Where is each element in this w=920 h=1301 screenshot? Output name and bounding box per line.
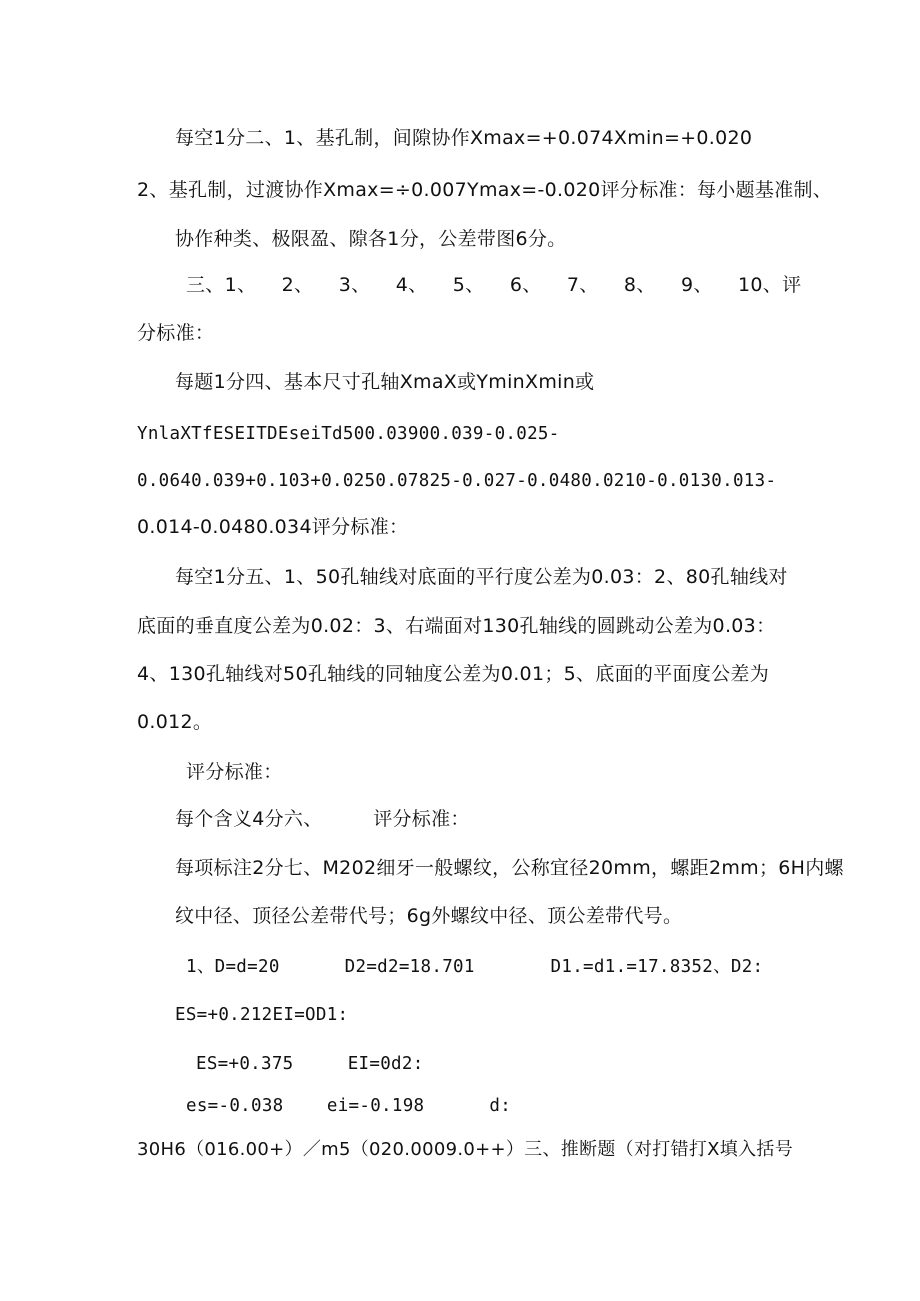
text-line-14: 评分标准：: [186, 761, 283, 783]
text-line-1: 每空1分二、1、基孔制，间隙协作Xmax=+0.074Xmin=+0.020: [175, 127, 753, 149]
text-line-13: 0.012。: [137, 711, 213, 733]
text-line-5: 分标准：: [137, 322, 215, 344]
text-line-3: 协作种类、极限盈、隙各1分，公差带图6分。: [175, 228, 567, 250]
text-line-8: 0.0640.039+0.103+0.0250.07825-0.027-0.0480.0210-0.0130.013-: [137, 471, 777, 491]
text-line-18: 1、D=d=20 D2=d2=18.701 D1.=d1.=17.8352、D2:: [186, 957, 764, 977]
text-line-7: YnlaXTfESEITDEseiTd500.03900.039-0.025-: [137, 424, 560, 444]
text-line-12: 4、130孔轴线对50孔轴线的同轴度公差为0.01；5、底面的平面度公差为: [137, 663, 770, 685]
text-line-19: ES=+0.212EI=OD1:: [175, 1005, 349, 1025]
text-line-16: 每项标注2分七、M202细牙一般螺纹，公称宜径20mm，螺距2mm；6H内螺: [175, 857, 844, 879]
text-line-10: 每空1分五、1、50孔轴线对底面的平行度公差为0.03：2、80孔轴线对: [175, 566, 788, 588]
text-line-9: 0.014-0.0480.034评分标准：: [137, 516, 409, 538]
text-line-11: 底面的垂直度公差为0.02：3、右端面对130孔轴线的圆跳动公差为0.03：: [137, 615, 776, 637]
text-line-2: 2、基孔制，过渡协作Xmax=÷0.007Ymax=-0.020评分标准：每小题基准制、: [137, 179, 833, 201]
text-line-22: 30H6（016.00+）／m5（020.0009.0++）三、推断题（对打错打X填入括号: [137, 1139, 793, 1160]
text-line-15: 每个含义4分六、 评分标准：: [175, 808, 470, 830]
text-line-4: 三、1、 2、 3、 4、 5、 6、 7、 8、 9、 10、评: [186, 274, 802, 296]
text-line-17: 纹中径、顶径公差带代号；6g外螺纹中径、顶公差带代号。: [175, 905, 683, 927]
text-line-21: es=-0.038 ei=-0.198 d:: [186, 1096, 512, 1116]
text-line-20: ES=+0.375 EI=0d2:: [196, 1054, 424, 1074]
text-line-6: 每题1分四、基本尺寸孔轴XmaX或YminXmin或: [175, 371, 595, 393]
